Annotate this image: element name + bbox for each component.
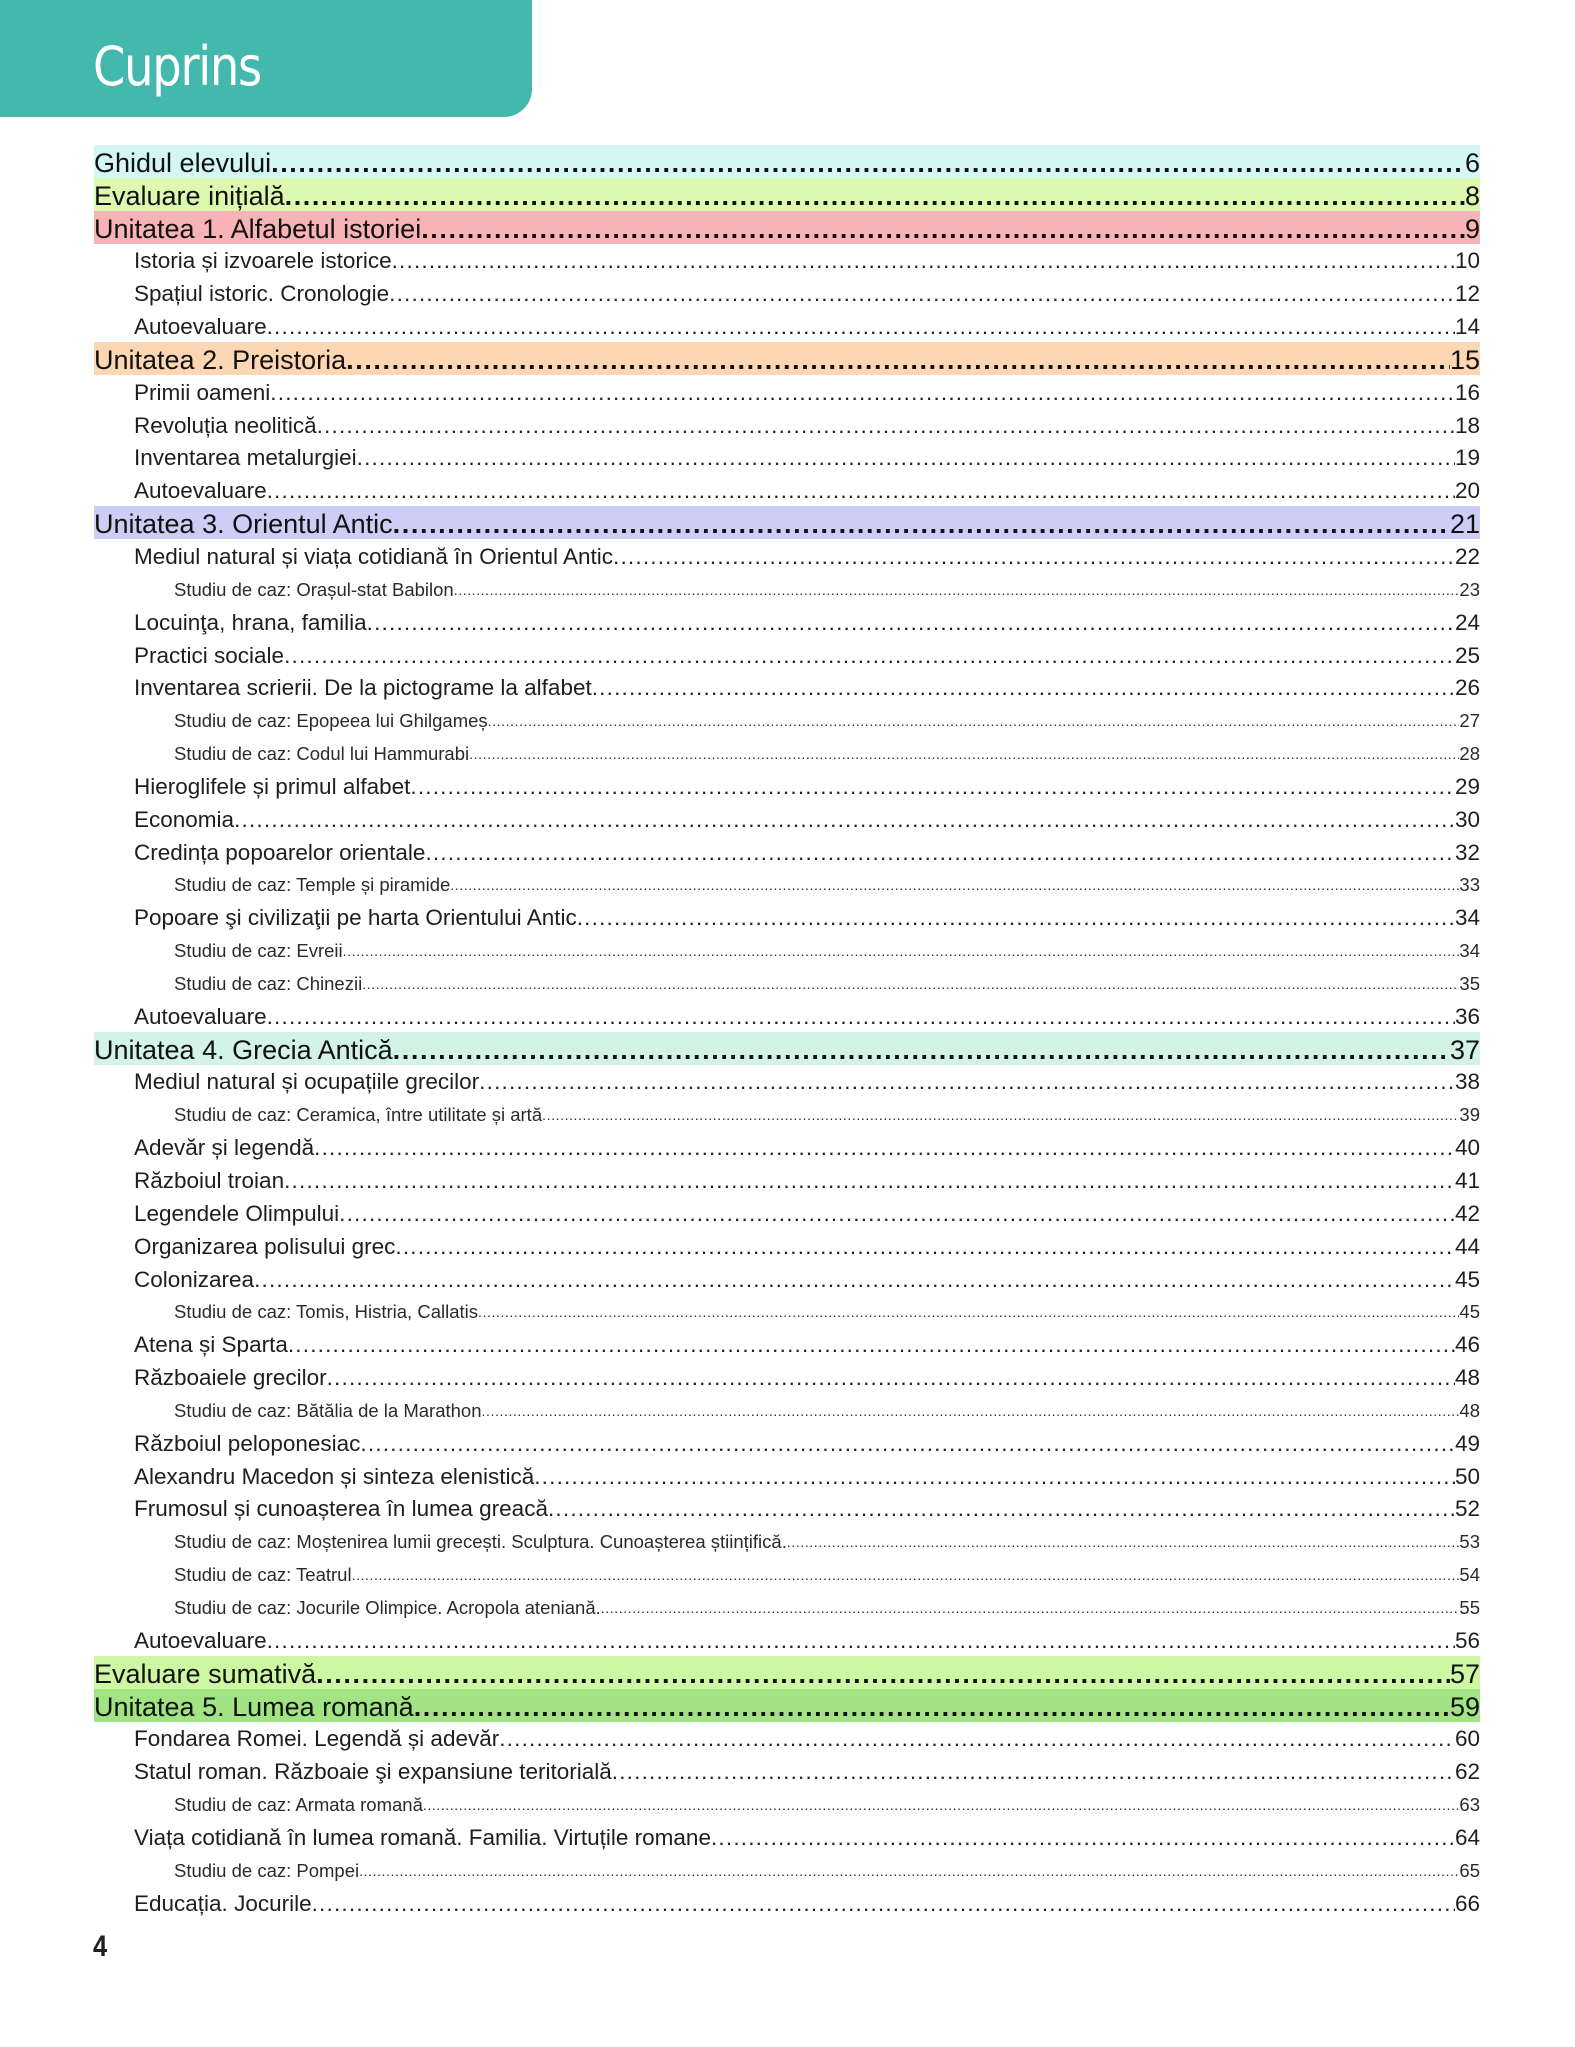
toc-lesson-entry[interactable] [94, 1163, 1480, 1196]
dot-leader [410, 772, 1455, 802]
toc-entry-title: Frumosul și cunoașterea în lumea greacă [134, 1496, 548, 1522]
page-title: Cuprins [93, 35, 261, 98]
toc-entry-page: 45 [1459, 1301, 1480, 1323]
dot-leader [343, 936, 1460, 966]
dot-leader [357, 443, 1455, 473]
toc-entry-page: 20 [1454, 478, 1480, 504]
toc-entry-page: 34 [1454, 905, 1480, 931]
toc-entry-title: Colonizarea [134, 1266, 255, 1292]
toc-lesson-entry[interactable] [94, 605, 1480, 638]
toc-entry-title: Studiu de caz: Jocurile Olimpice. Acropola ateniană. [174, 1596, 601, 1618]
toc-unit-entry[interactable] [94, 1689, 1480, 1722]
toc-entry-title: Viața cotidiană în lumea romană. Familia. Virtuțile romane [134, 1824, 711, 1850]
dot-leader [339, 1199, 1455, 1229]
toc-entry-title: Războiul troian [134, 1168, 285, 1193]
toc-entry-title: Practici sociale [134, 642, 285, 668]
dot-leader [271, 148, 1465, 178]
toc-entry-title: Economia [134, 806, 235, 832]
toc-case-study-entry[interactable] [94, 1787, 1480, 1820]
toc-lesson-entry[interactable] [94, 1754, 1480, 1787]
dot-leader [482, 1396, 1460, 1426]
toc-lesson-entry[interactable] [94, 671, 1480, 704]
toc-entry-title: Evaluare sumativă [94, 1658, 317, 1689]
toc-entry-page: 8 [1464, 180, 1480, 211]
dot-leader [316, 1659, 1450, 1689]
toc-case-study-entry[interactable] [94, 868, 1480, 901]
dot-leader [454, 575, 1460, 605]
toc-entry-page: 34 [1459, 940, 1480, 962]
toc-entry-title: Locuinţa, hrana, familia [134, 609, 367, 635]
toc-entry-title: Autoevaluare [134, 1003, 267, 1029]
toc-entry-page: 39 [1459, 1104, 1480, 1126]
toc-entry-page: 35 [1459, 972, 1480, 994]
toc-entry-title: Inventarea metalurgiei [134, 445, 357, 471]
toc-entry-title: Inventarea scrierii. De la pictograme la alfabet [134, 675, 592, 701]
toc-lesson-entry[interactable] [94, 276, 1480, 309]
dot-leader [389, 279, 1455, 309]
toc-entry-title: Studiu de caz: Moștenirea lumii grecești. Sculptura. Cunoașterea științifică. [174, 1531, 787, 1553]
toc-unit-entry[interactable] [94, 506, 1480, 539]
toc-lesson-entry[interactable] [94, 309, 1480, 342]
dot-leader [288, 1330, 1455, 1360]
toc-lesson-entry[interactable] [94, 802, 1480, 835]
toc-case-study-entry[interactable] [94, 1393, 1480, 1426]
toc-lesson-entry[interactable] [94, 408, 1480, 441]
toc-entry-title: Studiu de caz: Armata romană [174, 1794, 423, 1816]
toc-lesson-entry[interactable] [94, 1262, 1480, 1295]
toc-entry-page: 33 [1459, 874, 1480, 896]
toc-lesson-entry[interactable] [94, 835, 1480, 868]
toc-entry-page: 29 [1454, 773, 1480, 799]
dot-leader [367, 608, 1455, 638]
toc-entry-title: Educația. Jocurile [134, 1890, 312, 1916]
toc-entry-page: 64 [1454, 1824, 1480, 1850]
toc-entry-title: Unitatea 5. Lumea romană [94, 1691, 414, 1722]
toc-entry-title: Războaiele grecilor [134, 1365, 327, 1391]
toc-entry-title: Studiu de caz: Codul lui Hammurabi [174, 743, 470, 765]
toc-entry-title: Autoevaluare [134, 478, 267, 504]
toc-entry-title: Istoria și izvoarele istorice [134, 248, 392, 274]
dot-leader [362, 969, 1459, 999]
page-number: 4 [93, 1930, 108, 1963]
toc-entry-title: Ghidul elevului [94, 147, 272, 178]
dot-leader [270, 378, 1455, 408]
toc-case-study-entry[interactable] [94, 572, 1480, 605]
toc-entry-page: 37 [1449, 1034, 1480, 1065]
toc-entry-page: 21 [1449, 509, 1480, 540]
toc-entry-title: Hieroglifele și primul alfabet [134, 773, 411, 799]
toc-entry-title: Studiu de caz: Orașul-stat Babilon [174, 578, 454, 600]
dot-leader [577, 903, 1455, 933]
toc-entry-page: 18 [1454, 412, 1480, 438]
toc-lesson-entry[interactable] [94, 1492, 1480, 1525]
toc-entry-page: 40 [1454, 1135, 1480, 1161]
dot-leader [414, 1692, 1450, 1722]
toc-unit-entry[interactable] [94, 1032, 1480, 1065]
dot-leader [267, 1002, 1455, 1032]
toc-entry-title: Studiu de caz: Teatrul [174, 1564, 352, 1586]
dot-leader [285, 181, 1465, 211]
toc-entry-page: 14 [1454, 314, 1480, 340]
dot-leader [267, 1626, 1455, 1656]
dot-leader [395, 1232, 1455, 1262]
toc-entry-title: Unitatea 2. Preistoria [94, 344, 347, 375]
toc-lesson-entry[interactable] [94, 1886, 1480, 1919]
toc-case-study-entry[interactable] [94, 1295, 1480, 1328]
toc-entry-page: 26 [1454, 675, 1480, 701]
toc-unit-entry[interactable] [94, 211, 1480, 244]
dot-leader [469, 739, 1459, 769]
toc-entry-page: 46 [1454, 1332, 1480, 1358]
toc-entry-page: 60 [1454, 1726, 1480, 1752]
toc-entry-page: 25 [1454, 642, 1480, 668]
toc-lesson-entry[interactable] [94, 1196, 1480, 1229]
dot-leader [284, 1166, 1455, 1196]
dot-leader [234, 805, 1455, 835]
toc-case-study-entry[interactable] [94, 933, 1480, 966]
toc-entry-title: Mediul natural și viața cotidiană în Orientul Antic [134, 543, 614, 569]
toc-entry-title: Legendele Olimpului [134, 1200, 340, 1226]
toc-lesson-entry[interactable] [94, 638, 1480, 671]
toc-entry-page: 55 [1459, 1596, 1480, 1618]
toc-entry-title: Studiu de caz: Tomis, Histria, Callatis [174, 1301, 478, 1323]
dot-leader [711, 1823, 1455, 1853]
toc-case-study-entry[interactable] [94, 1557, 1480, 1590]
toc-entry-page: 53 [1459, 1531, 1480, 1553]
dot-leader [601, 1593, 1460, 1623]
toc-lesson-entry[interactable] [94, 1459, 1480, 1492]
toc-lesson-entry[interactable] [94, 1360, 1480, 1393]
toc-entry-page: 6 [1464, 147, 1480, 178]
toc-entry-title: Studiu de caz: Temple și piramide [174, 874, 451, 896]
table-of-contents [94, 145, 1480, 1919]
toc-entry-title: Studiu de caz: Epopeea lui Ghilgameș [174, 710, 488, 732]
toc-entry-page: 32 [1454, 839, 1480, 865]
toc-entry-title: Primii oameni [134, 379, 271, 405]
dot-leader [392, 246, 1455, 276]
dot-leader [359, 1856, 1459, 1886]
toc-entry-page: 49 [1454, 1430, 1480, 1456]
toc-entry-page: 15 [1449, 344, 1480, 375]
toc-entry-page: 48 [1459, 1399, 1480, 1421]
toc-entry-title: Popoare şi civilizaţii pe harta Orientului Antic [134, 905, 577, 931]
toc-lesson-entry[interactable] [94, 1065, 1480, 1098]
toc-lesson-entry[interactable] [94, 375, 1480, 408]
toc-entry-page: 57 [1449, 1658, 1480, 1689]
toc-lesson-entry[interactable] [94, 999, 1480, 1032]
toc-entry-title: Statul roman. Războaie şi expansiune teritorială [134, 1759, 612, 1785]
toc-entry-title: Unitatea 1. Alfabetul istoriei [94, 213, 422, 244]
dot-leader [327, 1363, 1455, 1393]
toc-lesson-entry[interactable] [94, 244, 1480, 277]
dot-leader [267, 476, 1455, 506]
toc-unit-entry[interactable] [94, 342, 1480, 375]
dot-leader [312, 1889, 1455, 1919]
toc-entry-page: 62 [1454, 1759, 1480, 1785]
toc-entry-title: Studiu de caz: Ceramica, între utilitate și artă [174, 1104, 543, 1126]
toc-entry-title: Studiu de caz: Evreii [174, 940, 343, 962]
dot-leader [393, 509, 1450, 539]
toc-entry-title: Organizarea polisului grec [134, 1233, 396, 1259]
toc-entry-page: 9 [1464, 213, 1480, 244]
toc-lesson-entry[interactable] [94, 473, 1480, 506]
toc-entry-title: Războiul peloponesiac [134, 1430, 361, 1456]
toc-unit-entry[interactable] [94, 1656, 1480, 1689]
toc-entry-title: Autoevaluare [134, 314, 267, 340]
dot-leader [548, 1494, 1455, 1524]
toc-entry-page: 52 [1454, 1496, 1480, 1522]
toc-entry-page: 48 [1454, 1365, 1480, 1391]
toc-lesson-entry[interactable] [94, 1722, 1480, 1755]
dot-leader [421, 214, 1465, 244]
toc-entry-page: 54 [1459, 1564, 1480, 1586]
dot-leader [425, 838, 1455, 868]
dot-leader [499, 1724, 1455, 1754]
toc-entry-page: 28 [1459, 743, 1480, 765]
dot-leader [479, 1067, 1455, 1097]
dot-leader [423, 1790, 1460, 1820]
toc-entry-title: Studiu de caz: Bătălia de la Marathon [174, 1399, 482, 1421]
toc-entry-title: Mediul natural și ocupațiile grecilor [134, 1069, 480, 1095]
dot-leader [450, 870, 1459, 900]
dot-leader [360, 1429, 1455, 1459]
toc-entry-page: 59 [1449, 1691, 1480, 1722]
toc-entry-title: Unitatea 3. Orientul Antic [94, 509, 393, 540]
toc-lesson-entry[interactable] [94, 1623, 1480, 1656]
toc-entry-title: Studiu de caz: Pompei [174, 1859, 360, 1881]
toc-lesson-entry[interactable] [94, 769, 1480, 802]
toc-entry-page: 27 [1459, 710, 1480, 732]
toc-entry-title: Credința popoarelor orientale [134, 839, 426, 865]
dot-leader [284, 641, 1455, 671]
toc-entry-page: 63 [1459, 1794, 1480, 1816]
toc-unit-entry[interactable] [94, 178, 1480, 211]
toc-entry-page: 42 [1454, 1200, 1480, 1226]
toc-entry-title: Revoluția neolitică [134, 412, 317, 438]
toc-case-study-entry[interactable] [94, 1590, 1480, 1623]
toc-entry-title: Alexandru Macedon și sinteza elenistică [134, 1463, 535, 1489]
toc-entry-title: Adevăr și legendă [134, 1135, 315, 1161]
dot-leader [488, 706, 1460, 736]
toc-entry-page: 24 [1454, 609, 1480, 635]
toc-entry-title: Autoevaluare [134, 1627, 267, 1653]
dot-leader [534, 1462, 1455, 1492]
toc-lesson-entry[interactable] [94, 1229, 1480, 1262]
dot-leader [613, 542, 1455, 572]
toc-entry-page: 41 [1454, 1168, 1480, 1193]
toc-case-study-entry[interactable] [94, 703, 1480, 736]
toc-lesson-entry[interactable] [94, 1327, 1480, 1360]
toc-lesson-entry[interactable] [94, 1426, 1480, 1459]
toc-case-study-entry[interactable] [94, 1853, 1480, 1886]
toc-case-study-entry[interactable] [94, 1097, 1480, 1130]
dot-leader [314, 1133, 1455, 1163]
toc-entry-page: 66 [1454, 1890, 1480, 1916]
dot-leader [352, 1560, 1460, 1590]
toc-entry-title: Studiu de caz: Chinezii [174, 972, 363, 994]
dot-leader [612, 1757, 1455, 1787]
dot-leader [542, 1100, 1459, 1130]
dot-leader [393, 1035, 1450, 1065]
toc-entry-page: 12 [1454, 281, 1480, 307]
toc-entry-page: 36 [1454, 1003, 1480, 1029]
dot-leader [787, 1527, 1460, 1557]
dot-leader [254, 1265, 1455, 1295]
toc-unit-entry[interactable] [94, 145, 1480, 178]
toc-entry-page: 22 [1454, 543, 1480, 569]
toc-entry-page: 30 [1454, 806, 1480, 832]
toc-entry-title: Evaluare inițială [94, 180, 285, 211]
toc-lesson-entry[interactable] [94, 1820, 1480, 1853]
dot-leader [478, 1297, 1459, 1327]
toc-entry-page: 38 [1454, 1069, 1480, 1095]
toc-entry-title: Atena și Sparta [134, 1332, 288, 1358]
toc-entry-page: 23 [1459, 578, 1480, 600]
toc-entry-page: 10 [1454, 248, 1480, 274]
toc-entry-title: Spațiul istoric. Cronologie [134, 281, 390, 307]
toc-case-study-entry[interactable] [94, 736, 1480, 769]
toc-lesson-entry[interactable] [94, 900, 1480, 933]
toc-entry-page: 44 [1454, 1233, 1480, 1259]
toc-entry-title: Unitatea 4. Grecia Antică [94, 1034, 393, 1065]
toc-lesson-entry[interactable] [94, 1130, 1480, 1163]
dot-leader [346, 345, 1450, 375]
toc-entry-page: 56 [1454, 1627, 1480, 1653]
toc-entry-title: Fondarea Romei. Legendă și adevăr [134, 1726, 500, 1752]
toc-case-study-entry[interactable] [94, 966, 1480, 999]
toc-case-study-entry[interactable] [94, 1524, 1480, 1557]
toc-lesson-entry[interactable] [94, 539, 1480, 572]
dot-leader [267, 312, 1455, 342]
toc-lesson-entry[interactable] [94, 441, 1480, 474]
toc-entry-page: 19 [1454, 445, 1480, 471]
dot-leader [317, 411, 1455, 441]
header-tab [0, 0, 532, 117]
toc-entry-page: 16 [1454, 379, 1480, 405]
dot-leader [592, 673, 1455, 703]
toc-entry-page: 45 [1454, 1266, 1480, 1292]
toc-entry-page: 65 [1459, 1859, 1480, 1881]
toc-entry-page: 50 [1454, 1463, 1480, 1489]
